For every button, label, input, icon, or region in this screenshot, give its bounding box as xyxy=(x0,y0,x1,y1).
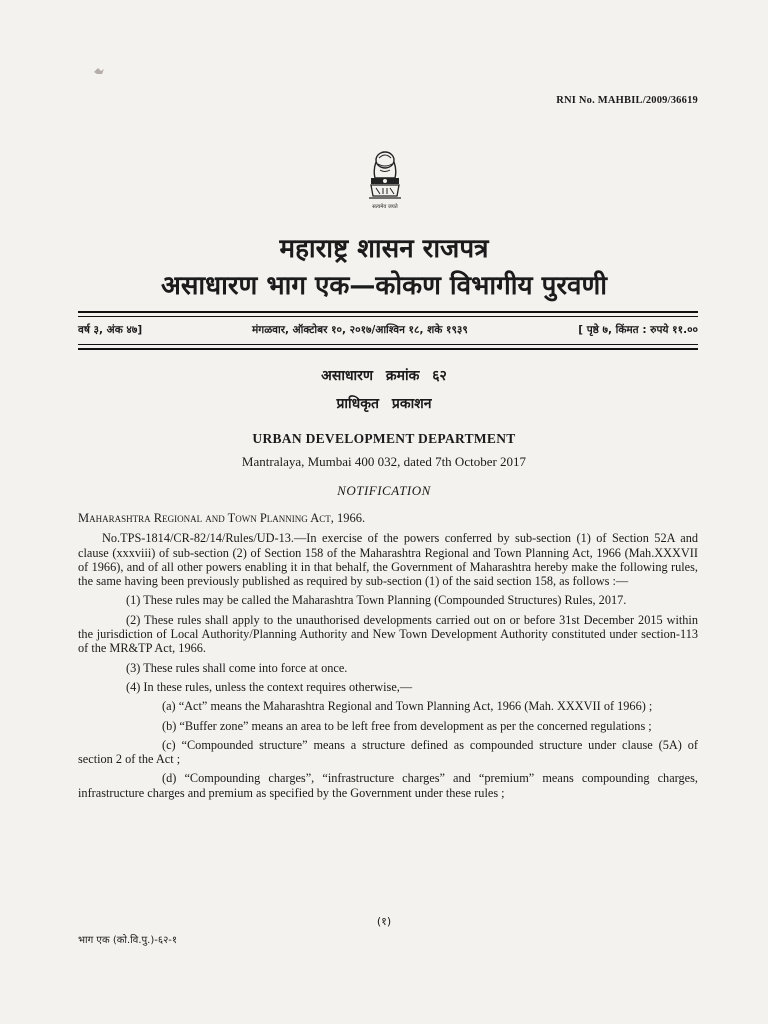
paper-speck xyxy=(92,66,106,76)
issue-date: मंगळवार, ऑक्टोबर १०, २०१७/आश्विन १८, शके १९३९ xyxy=(252,324,468,336)
footer-code: भाग एक (को.वि.पु.)-६२-१ xyxy=(78,935,178,946)
page-number: (१) xyxy=(376,915,392,928)
definition-d: (d) “Compounding charges”, “infrastructure charges” and “premium” means compounding charges, infrastructure charges and premium as specified by the Government under these rules ; xyxy=(78,771,698,800)
emblem-motto xyxy=(372,203,399,210)
notification-body xyxy=(78,511,698,805)
rule-1: (1) These rules may be called the Maharashtra Town Planning (Compounded Structures) Rules, 2017. xyxy=(126,593,627,608)
extraordinary-number: असाधारण क्रमांक ६२ xyxy=(321,368,447,384)
place-date: Mantralaya, Mumbai 400 032, dated 7th October 2017 xyxy=(241,454,527,469)
divider-line xyxy=(78,316,698,317)
definition-c: (c) “Compounded structure” means a structure defined as compounded structure under clause (5A) of section 2 of the Act ; xyxy=(78,737,698,767)
gazette-title: महाराष्ट्र शासन राजपत्र xyxy=(279,234,489,264)
issue-meta-bar xyxy=(78,323,698,339)
rule-3: (3) These rules shall come into force at once. xyxy=(126,660,348,675)
definition-a: (a) “Act” means the Maharashtra Regional and Town Planning Act, 1966 (Mah. XXXVII of 1966) ; xyxy=(162,699,653,714)
state-emblem-icon xyxy=(363,148,407,220)
definition-b: (b) “Buffer zone” means an area to be left free from development as per the concerned regulations ; xyxy=(162,718,652,733)
pages-price: [ पृष्ठे ७, किंमत : रुपये ११.०० xyxy=(578,324,698,336)
svg-text:सत्यमेव जयते: सत्यमेव जयते xyxy=(372,204,398,210)
gazette-subtitle: असाधारण भाग एक—कोकण विभागीय पुरवणी xyxy=(160,271,608,301)
act-title: Maharashtra Regional and Town Planning Act, 1966. xyxy=(78,511,366,525)
divider-line xyxy=(78,348,698,350)
rule-2: (2) These rules shall apply to the unauthorised developments carried out on or before 31st December 2015 within the jurisdiction of Local Authority/Planning Authority and New Town Development Authority constituted under section-113 of the MR&TP Act, 1966. xyxy=(78,612,698,656)
rule-4: (4) In these rules, unless the context requires otherwise,— xyxy=(126,679,413,694)
divider-line xyxy=(78,344,698,345)
authoritative-publication: प्राधिकृत प्रकाशन xyxy=(336,396,432,412)
rni-number: RNI No. MAHBIL/2009/36619 xyxy=(556,95,698,106)
notification-heading: NOTIFICATION xyxy=(337,483,431,498)
volume-issue: वर्ष ३, अंक ४७] xyxy=(78,324,143,336)
department-heading: URBAN DEVELOPMENT DEPARTMENT xyxy=(252,431,516,446)
divider-line xyxy=(78,311,698,313)
intro-paragraph: No.TPS-1814/CR-82/14/Rules/UD-13.—In exercise of the powers conferred by sub-section (1) of Section 52A and clause (xxxviii) of sub-section (2) of Section 158 of the Maharashtra Regional and Town Planning Act, 1966 (Mah.XXXVII of 1966), and of all other powers enabling it in that behalf, the Government of Maharashtra hereby make the following rules, the same having been previously published as required by sub-section (1) of the said section 158, as follows :— xyxy=(78,531,698,589)
